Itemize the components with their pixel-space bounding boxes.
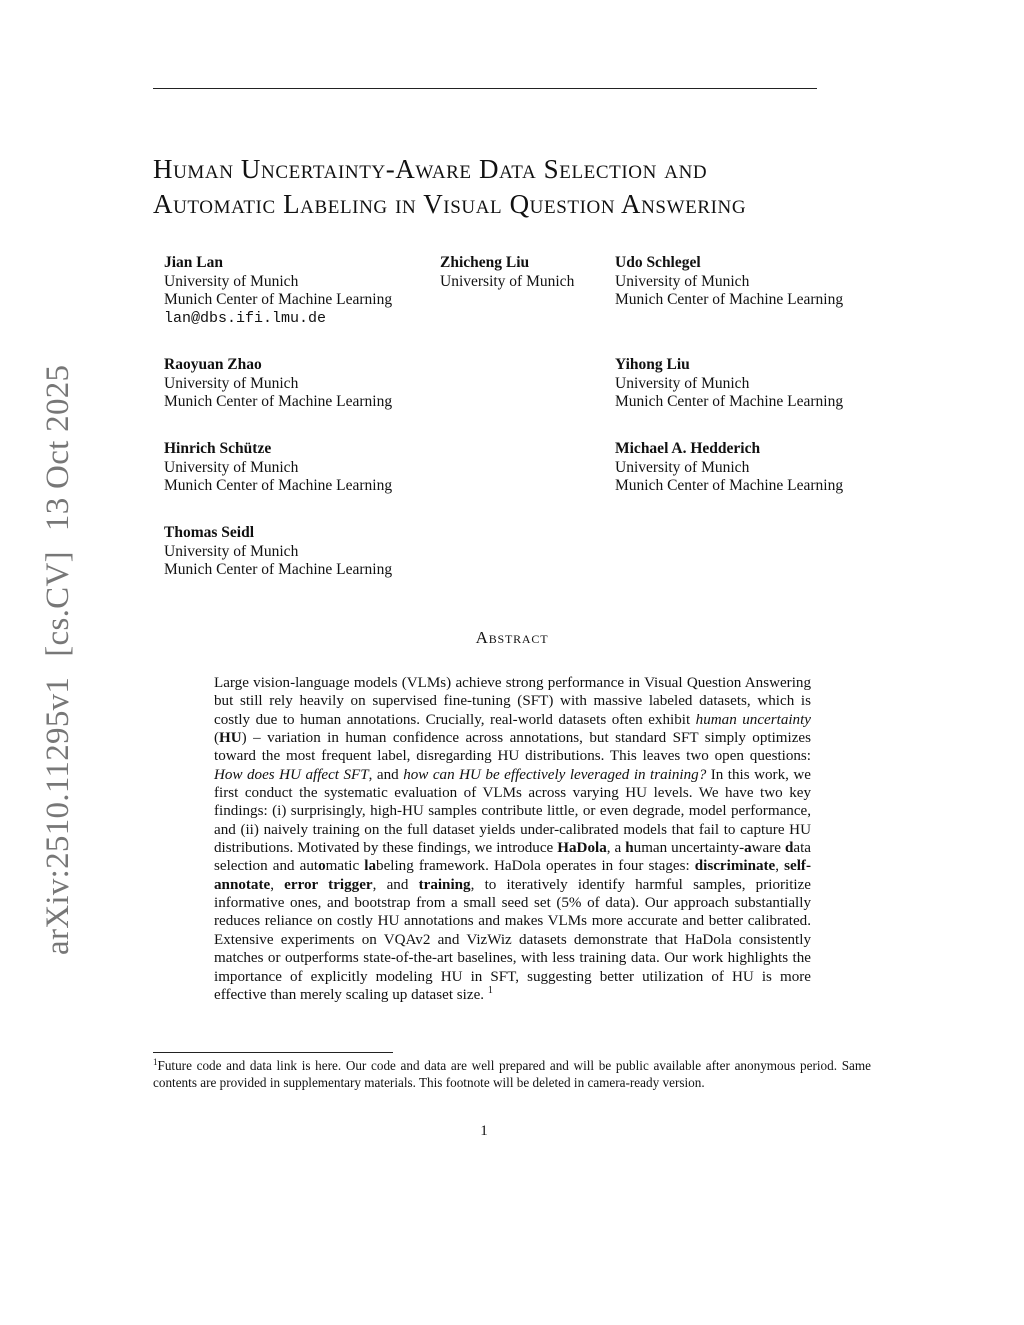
abstract-text: beling framework. HaDola operates in four stages: — [376, 858, 695, 875]
author-block-jian-lan — [164, 254, 392, 328]
author-affiliation: Munich Center of Machine Learning — [615, 477, 844, 495]
arxiv-category: [cs.CV] — [40, 551, 76, 657]
arxiv-date: 13 Oct 2025 — [40, 364, 76, 532]
acronym-letter: h — [625, 840, 634, 857]
author-block-yihong-liu — [615, 356, 843, 412]
abstract-text: , to iteratively identify harmful samples, prioritize informative ones, and bootstrap from a small seed set (5% of data). Our approach substantially reduces reliance on costly HU annotations and makes VLMs more accurate and better calibrated. Extensive experiments on VQAv2 and VizWiz datasets demonstrate that HaDola consistently matches or outperforms state-of-the-art baselines, with less training data. Our work highlights the importance of explicitly modeling HU in SFT, suggesting better utilization of HU is more effective than merely scaling up dataset size. — [214, 876, 811, 1003]
acronym-letter: a — [744, 840, 752, 857]
author-affiliation: University of Munich — [164, 458, 299, 476]
footnote-reference[interactable]: 1 — [487, 984, 493, 996]
abstract-text: , a — [606, 840, 626, 857]
method-name: HaDola — [557, 840, 607, 857]
author-affiliation: University of Munich — [615, 374, 750, 392]
stage-training: training — [418, 876, 471, 893]
abstract-text: In this work, we first conduct the systematic evaluation of VLMs across varying HU levels. We have two key findings: (i) surprisingly, high-HU samples contribute little, or even degrade, model performance, and (ii) naively training on the full dataset yields under-calibrated models that fail to capture HU distributions. Motivated by these findings, we introduce — [214, 766, 811, 857]
author-affiliation: University of Munich — [440, 272, 575, 290]
author-affiliation: Munich Center of Machine Learning — [615, 393, 844, 411]
arxiv-stamp — [40, 345, 77, 955]
arxiv-id[interactable]: arXiv:2510.11295v1 — [40, 676, 76, 955]
abstract-text: Large vision-language models (VLMs) achieve strong performance in Visual Question Answering but still rely heavily on supervised fine-tuning (SFT) with massive labeled datasets, which is costly due to human annotations. Crucially, real-world datasets often exhibit — [214, 675, 811, 728]
abstract-text: ) – variation in human confidence across annotations, but standard SFT simply optimizes toward the most frequent label, disregarding HU distributions. This leaves two open questions: — [214, 730, 811, 765]
author-block-zhicheng-liu — [440, 254, 574, 291]
author-name: Hinrich Schütze — [164, 440, 272, 457]
header-rule — [153, 88, 817, 89]
title-line-1: Human Uncertainty-Aware Data Selection and — [153, 154, 708, 184]
abstract-body — [214, 674, 811, 1004]
author-name: Michael A. Hedderich — [615, 440, 761, 457]
acronym-letter: o — [318, 858, 326, 875]
author-affiliation: University of Munich — [164, 542, 299, 560]
author-affiliation: University of Munich — [164, 374, 299, 392]
stage-self-annotate: self-annotate — [214, 858, 811, 893]
term-human-uncertainty: human uncertainty — [695, 711, 811, 728]
author-affiliation: Munich Center of Machine Learning — [164, 291, 393, 309]
author-name: Jian Lan — [164, 254, 224, 271]
author-affiliation: University of Munich — [164, 272, 299, 290]
footnote-rule — [153, 1052, 393, 1053]
acronym-letter: la — [364, 858, 377, 875]
footnote-mark: 1 — [153, 1057, 158, 1067]
abstract-text: uman uncertainty- — [633, 840, 745, 857]
question-2: how can HU be effectively leveraged in training? — [403, 766, 707, 783]
abstract-text: , and — [368, 766, 404, 783]
author-email[interactable]: lan@dbs.ifi.lmu.de — [164, 309, 327, 327]
author-block-michael-hedderich — [615, 440, 843, 496]
abstract-text: ware — [751, 840, 785, 857]
title-line-2: Automatic Labeling in Visual Question Answering — [153, 189, 747, 219]
author-affiliation: University of Munich — [615, 458, 750, 476]
author-name: Zhicheng Liu — [440, 254, 530, 271]
paper-title — [153, 152, 913, 222]
author-block-udo-schlegel — [615, 254, 843, 310]
author-affiliation: Munich Center of Machine Learning — [164, 393, 393, 411]
author-affiliation: Munich Center of Machine Learning — [615, 291, 844, 309]
author-name: Thomas Seidl — [164, 524, 255, 541]
abstract-text: ( — [214, 730, 220, 747]
author-name: Raoyuan Zhao — [164, 356, 262, 373]
author-name: Udo Schlegel — [615, 254, 701, 271]
acronym-letter: d — [784, 840, 794, 857]
author-block-thomas-seidl — [164, 524, 392, 580]
abstract-heading: Abstract — [475, 628, 549, 647]
author-affiliation: Munich Center of Machine Learning — [164, 561, 393, 579]
author-name: Yihong Liu — [615, 356, 690, 373]
page-number: 1 — [480, 1123, 488, 1139]
author-block-hinrich-schuetze — [164, 440, 392, 496]
author-affiliation: University of Munich — [615, 272, 750, 290]
author-affiliation: Munich Center of Machine Learning — [164, 477, 393, 495]
abstract-text: , — [270, 876, 285, 893]
footnote — [153, 1057, 871, 1091]
stage-error-trigger: error trigger — [284, 876, 373, 893]
abstract-text: matic — [325, 858, 365, 875]
author-block-raoyuan-zhao — [164, 356, 392, 412]
abstract-text: , — [775, 858, 785, 875]
abstract-text: , and — [372, 876, 419, 893]
footnote-text: Future code and data link is here. Our code and data are well prepared and will be public available after anonymous period. Same contents are provided in supplementary materials. This footnote will be deleted in camera-ready version. — [153, 1058, 871, 1090]
abstract-text: ata selection and aut — [214, 840, 811, 875]
term-hu: HU — [219, 730, 242, 747]
stage-discriminate: discriminate — [694, 858, 776, 875]
question-1: How does HU affect SFT — [214, 766, 369, 783]
